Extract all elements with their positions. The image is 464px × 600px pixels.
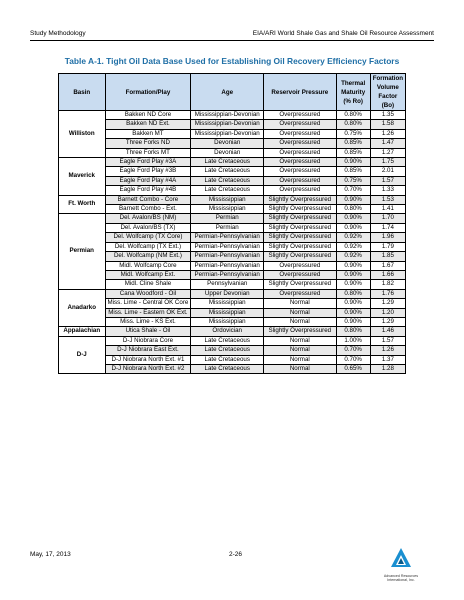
age-cell: Late Cretaceous bbox=[191, 167, 264, 176]
age-cell: Late Cretaceous bbox=[191, 176, 264, 185]
thermal-maturity-cell: 0.90% bbox=[336, 195, 370, 204]
pressure-cell: Overpressured bbox=[264, 158, 336, 167]
play-cell: D-J Niobrara North Ext. #2 bbox=[105, 364, 191, 373]
play-cell: D-J Niobrara Core bbox=[105, 336, 191, 345]
volume-factor-cell: 1.58 bbox=[370, 120, 405, 129]
table-row bbox=[59, 270, 406, 279]
col-play: Formation/Play bbox=[105, 74, 191, 111]
thermal-maturity-cell: 0.92% bbox=[336, 242, 370, 251]
thermal-maturity-cell: 0.90% bbox=[336, 214, 370, 223]
volume-factor-cell: 1.47 bbox=[370, 139, 405, 148]
table-row bbox=[59, 346, 406, 355]
age-cell: Permian-Pennsylvanian bbox=[191, 252, 264, 261]
play-cell: Bakken ND Ext. bbox=[105, 120, 191, 129]
thermal-maturity-cell: 0.80% bbox=[336, 289, 370, 298]
pressure-cell: Slightly Overpressured bbox=[264, 223, 336, 232]
thermal-maturity-cell: 0.65% bbox=[336, 364, 370, 373]
thermal-maturity-cell: 0.90% bbox=[336, 317, 370, 326]
thermal-maturity-cell: 0.70% bbox=[336, 186, 370, 195]
play-cell: Midl. Cline Shale bbox=[105, 280, 191, 289]
basin-cell: Permian bbox=[59, 214, 106, 289]
play-cell: Three Forks ND bbox=[105, 139, 191, 148]
header-right-text: EIA/ARI World Shale Gas and Shale Oil Resource Assessment bbox=[252, 30, 434, 37]
table-row bbox=[59, 252, 406, 261]
thermal-maturity-cell: 0.90% bbox=[336, 270, 370, 279]
logo-text-2: International, Inc. bbox=[387, 578, 415, 583]
thermal-maturity-cell: 1.00% bbox=[336, 336, 370, 345]
play-cell: Bakken ND Core bbox=[105, 111, 191, 120]
age-cell: Mississippian-Devonian bbox=[191, 111, 264, 120]
col-formation-volume-factor: Formation Volume Factor (Bo) bbox=[370, 74, 405, 111]
volume-factor-cell: 1.29 bbox=[370, 299, 405, 308]
age-cell: Pennsylvanian bbox=[191, 280, 264, 289]
pressure-cell: Slightly Overpressured bbox=[264, 327, 336, 336]
age-cell: Permian bbox=[191, 214, 264, 223]
play-cell: Miss. Lime - Eastern OK Ext. bbox=[105, 308, 191, 317]
volume-factor-cell: 1.35 bbox=[370, 111, 405, 120]
pressure-cell: Overpressured bbox=[264, 261, 336, 270]
pressure-cell: Overpressured bbox=[264, 167, 336, 176]
footer-page-number: 2-26 bbox=[229, 551, 243, 558]
pressure-cell: Overpressured bbox=[264, 148, 336, 157]
table-row bbox=[59, 214, 406, 223]
volume-factor-cell: 1.96 bbox=[370, 233, 405, 242]
table-row bbox=[59, 308, 406, 317]
play-cell: Eagle Ford Play #3B bbox=[105, 167, 191, 176]
age-cell: Mississippian bbox=[191, 205, 264, 214]
age-cell: Late Cretaceous bbox=[191, 158, 264, 167]
play-cell: Del. Wolfcamp (TX Ext.) bbox=[105, 242, 191, 251]
play-cell: D-J Niobrara North Ext. #1 bbox=[105, 355, 191, 364]
age-cell: Upper Devonian bbox=[191, 289, 264, 298]
basin-cell: Anadarko bbox=[59, 289, 106, 327]
age-cell: Late Cretaceous bbox=[191, 336, 264, 345]
pressure-cell: Overpressured bbox=[264, 139, 336, 148]
pressure-cell: Normal bbox=[264, 317, 336, 326]
footer-date: May, 17, 2013 bbox=[30, 551, 71, 558]
volume-factor-cell: 2.01 bbox=[370, 167, 405, 176]
volume-factor-cell: 1.67 bbox=[370, 261, 405, 270]
play-cell: Eagle Ford Play #4A bbox=[105, 176, 191, 185]
header-rule bbox=[30, 40, 434, 41]
table-row bbox=[59, 355, 406, 364]
pressure-cell: Normal bbox=[264, 364, 336, 373]
age-cell: Mississippian-Devonian bbox=[191, 120, 264, 129]
play-cell: Barnett Combo - Core bbox=[105, 195, 191, 204]
play-cell: D-J Niobrara East Ext. bbox=[105, 346, 191, 355]
thermal-maturity-cell: 0.90% bbox=[336, 280, 370, 289]
pressure-cell: Slightly Overpressured bbox=[264, 252, 336, 261]
age-cell: Permian-Pennsylvanian bbox=[191, 261, 264, 270]
table-row bbox=[59, 195, 406, 204]
volume-factor-cell: 1.74 bbox=[370, 223, 405, 232]
age-cell: Devonian bbox=[191, 148, 264, 157]
thermal-maturity-cell: 0.80% bbox=[336, 120, 370, 129]
table-row bbox=[59, 242, 406, 251]
pressure-cell: Overpressured bbox=[264, 120, 336, 129]
age-cell: Permian-Pennsylvanian bbox=[191, 233, 264, 242]
thermal-maturity-cell: 0.85% bbox=[336, 167, 370, 176]
volume-factor-cell: 1.76 bbox=[370, 289, 405, 298]
volume-factor-cell: 1.29 bbox=[370, 317, 405, 326]
col-basin: Basin bbox=[59, 74, 106, 111]
play-cell: Miss. Lime - Central OK Core bbox=[105, 299, 191, 308]
thermal-maturity-cell: 0.92% bbox=[336, 252, 370, 261]
thermal-maturity-cell: 0.85% bbox=[336, 148, 370, 157]
thermal-maturity-cell: 0.75% bbox=[336, 176, 370, 185]
play-cell: Del. Wolfcamp (TX Core) bbox=[105, 233, 191, 242]
pressure-cell: Normal bbox=[264, 346, 336, 355]
table-row bbox=[59, 176, 406, 185]
volume-factor-cell: 1.53 bbox=[370, 195, 405, 204]
volume-factor-cell: 1.75 bbox=[370, 158, 405, 167]
pressure-cell: Normal bbox=[264, 299, 336, 308]
volume-factor-cell: 1.28 bbox=[370, 364, 405, 373]
play-cell: Eagle Ford Play #3A bbox=[105, 158, 191, 167]
pressure-cell: Slightly Overpressured bbox=[264, 233, 336, 242]
volume-factor-cell: 1.46 bbox=[370, 327, 405, 336]
play-cell: Del. Wolfcamp (NM Ext.) bbox=[105, 252, 191, 261]
table-row bbox=[59, 139, 406, 148]
age-cell: Mississippian bbox=[191, 299, 264, 308]
age-cell: Mississippian bbox=[191, 317, 264, 326]
table-row bbox=[59, 167, 406, 176]
table-row bbox=[59, 317, 406, 326]
pressure-cell: Overpressured bbox=[264, 186, 336, 195]
col-thermal-maturity: Thermal Maturity (% Ro) bbox=[336, 74, 370, 111]
header-left-text: Study Methodology bbox=[30, 30, 86, 37]
age-cell: Ordovician bbox=[191, 327, 264, 336]
play-cell: Midl. Wolfcamp Ext. bbox=[105, 270, 191, 279]
pressure-cell: Overpressured bbox=[264, 176, 336, 185]
volume-factor-cell: 1.37 bbox=[370, 355, 405, 364]
thermal-maturity-cell: 0.80% bbox=[336, 327, 370, 336]
col-pressure: Reservoir Pressure bbox=[264, 74, 336, 111]
play-cell: Bakken MT bbox=[105, 129, 191, 138]
play-cell: Utica Shale - Oil bbox=[105, 327, 191, 336]
thermal-maturity-cell: 0.70% bbox=[336, 355, 370, 364]
company-logo bbox=[366, 547, 436, 587]
play-cell: Eagle Ford Play #4B bbox=[105, 186, 191, 195]
volume-factor-cell: 1.26 bbox=[370, 346, 405, 355]
volume-factor-cell: 1.57 bbox=[370, 336, 405, 345]
table-row bbox=[59, 364, 406, 373]
table-row bbox=[59, 289, 406, 298]
thermal-maturity-cell: 0.85% bbox=[336, 139, 370, 148]
table-row bbox=[59, 111, 406, 120]
table-row bbox=[59, 223, 406, 232]
volume-factor-cell: 1.57 bbox=[370, 176, 405, 185]
volume-factor-cell: 1.26 bbox=[370, 129, 405, 138]
volume-factor-cell: 1.82 bbox=[370, 280, 405, 289]
table-row bbox=[59, 129, 406, 138]
thermal-maturity-cell: 0.90% bbox=[336, 158, 370, 167]
table-row bbox=[59, 299, 406, 308]
logo-mark-icon bbox=[390, 547, 412, 569]
play-cell: Miss. Lime - KS Ext. bbox=[105, 317, 191, 326]
age-cell: Mississippian bbox=[191, 195, 264, 204]
thermal-maturity-cell: 0.90% bbox=[336, 261, 370, 270]
age-cell: Devonian bbox=[191, 139, 264, 148]
table-row bbox=[59, 148, 406, 157]
thermal-maturity-cell: 0.90% bbox=[336, 299, 370, 308]
age-cell: Permian bbox=[191, 223, 264, 232]
table-row bbox=[59, 336, 406, 345]
col-age: Age bbox=[191, 74, 264, 111]
play-cell: Del. Avalon/BS (TX) bbox=[105, 223, 191, 232]
table-row bbox=[59, 186, 406, 195]
basin-cell: Appalachian bbox=[59, 327, 106, 336]
pressure-cell: Slightly Overpressured bbox=[264, 205, 336, 214]
volume-factor-cell: 1.41 bbox=[370, 205, 405, 214]
play-cell: Midl. Wolfcamp Core bbox=[105, 261, 191, 270]
volume-factor-cell: 1.27 bbox=[370, 148, 405, 157]
age-cell: Permian-Pennsylvanian bbox=[191, 242, 264, 251]
logo-text-1: Advanced Resources bbox=[383, 574, 419, 578]
table-body bbox=[59, 111, 406, 374]
play-cell: Del. Avalon/BS (NM) bbox=[105, 214, 191, 223]
pressure-cell: Overpressured bbox=[264, 111, 336, 120]
pressure-cell: Normal bbox=[264, 336, 336, 345]
table-row bbox=[59, 280, 406, 289]
pressure-cell: Overpressured bbox=[264, 129, 336, 138]
play-cell: Three Forks MT bbox=[105, 148, 191, 157]
pressure-cell: Normal bbox=[264, 308, 336, 317]
table-row bbox=[59, 158, 406, 167]
thermal-maturity-cell: 0.80% bbox=[336, 111, 370, 120]
basin-cell: Williston bbox=[59, 111, 106, 158]
table-row bbox=[59, 261, 406, 270]
table-title: Table A-1. Tight Oil Data Base Used for Establishing Oil Recovery Efficiency Factors bbox=[64, 56, 400, 66]
thermal-maturity-cell: 0.90% bbox=[336, 223, 370, 232]
age-cell: Mississippian bbox=[191, 308, 264, 317]
table-row bbox=[59, 327, 406, 336]
age-cell: Late Cretaceous bbox=[191, 355, 264, 364]
pressure-cell: Normal bbox=[264, 355, 336, 364]
pressure-cell: Slightly Overpressured bbox=[264, 280, 336, 289]
pressure-cell: Slightly Overpressured bbox=[264, 214, 336, 223]
table-row bbox=[59, 205, 406, 214]
pressure-cell: Slightly Overpressured bbox=[264, 242, 336, 251]
table-row bbox=[59, 233, 406, 242]
thermal-maturity-cell: 0.80% bbox=[336, 205, 370, 214]
volume-factor-cell: 1.20 bbox=[370, 308, 405, 317]
thermal-maturity-cell: 0.75% bbox=[336, 129, 370, 138]
volume-factor-cell: 1.70 bbox=[370, 214, 405, 223]
basin-cell: D-J bbox=[59, 336, 106, 374]
table-row bbox=[59, 120, 406, 129]
thermal-maturity-cell: 0.70% bbox=[336, 346, 370, 355]
age-cell: Late Cretaceous bbox=[191, 364, 264, 373]
age-cell: Mississippian-Devonian bbox=[191, 129, 264, 138]
age-cell: Permian-Pennsylvanian bbox=[191, 270, 264, 279]
age-cell: Late Cretaceous bbox=[191, 346, 264, 355]
age-cell: Late Cretaceous bbox=[191, 186, 264, 195]
volume-factor-cell: 1.85 bbox=[370, 252, 405, 261]
pressure-cell: Slightly Overpressured bbox=[264, 195, 336, 204]
basin-cell: Ft. Worth bbox=[59, 195, 106, 214]
pressure-cell: Overpressured bbox=[264, 289, 336, 298]
volume-factor-cell: 1.33 bbox=[370, 186, 405, 195]
volume-factor-cell: 1.66 bbox=[370, 270, 405, 279]
table-header-row bbox=[59, 74, 406, 111]
thermal-maturity-cell: 0.90% bbox=[336, 308, 370, 317]
volume-factor-cell: 1.79 bbox=[370, 242, 405, 251]
pressure-cell: Overpressured bbox=[264, 270, 336, 279]
thermal-maturity-cell: 0.92% bbox=[336, 233, 370, 242]
play-cell: Cana Woodford - Oil bbox=[105, 289, 191, 298]
tight-oil-table bbox=[58, 73, 406, 374]
basin-cell: Maverick bbox=[59, 158, 106, 196]
play-cell: Barnett Combo - Ext. bbox=[105, 205, 191, 214]
